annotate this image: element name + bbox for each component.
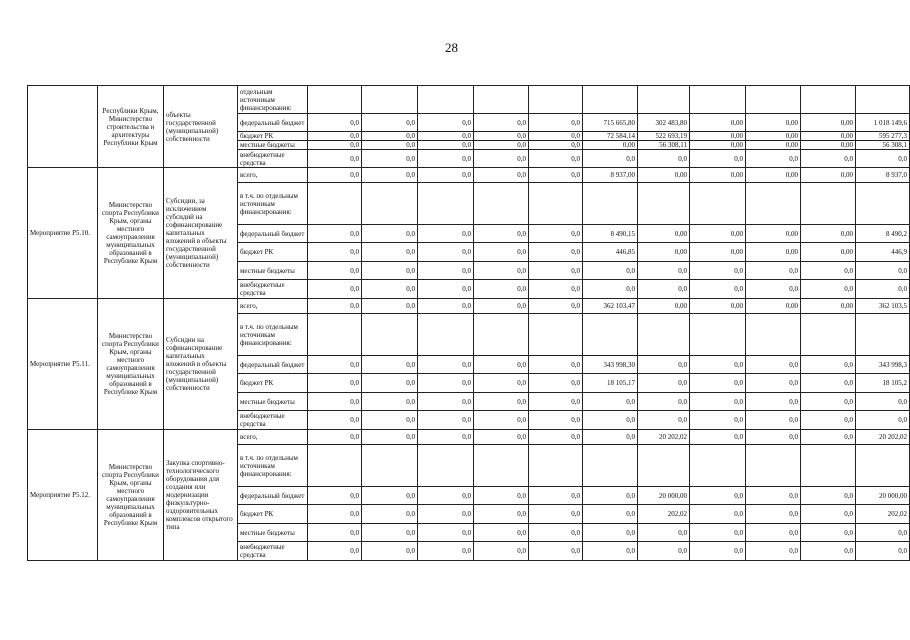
value-cell — [529, 445, 583, 487]
value-cell: 0,0 — [529, 150, 583, 168]
value-cell: 343 998,3 — [856, 356, 910, 374]
funding-source: всего, — [238, 430, 308, 445]
value-cell: 0,0 — [362, 262, 418, 280]
value-cell: 0,0 — [801, 150, 856, 168]
value-cell — [583, 183, 638, 225]
value-cell: 0,0 — [690, 150, 746, 168]
value-cell: 0,0 — [308, 430, 362, 445]
value-cell: 0,0 — [418, 411, 474, 430]
value-cell — [418, 183, 474, 225]
value-cell: 0,0 — [690, 430, 746, 445]
value-cell: 0,0 — [474, 150, 529, 168]
value-cell: 0,0 — [362, 393, 418, 411]
value-cell — [529, 314, 583, 356]
value-cell: 0,0 — [308, 393, 362, 411]
description-cell: Субсидии, за исключением субсидий на софинансирование капитальных вложений в объекты государственной (муниципальной) собственности — [164, 168, 238, 299]
value-cell: 0,0 — [583, 150, 638, 168]
value-cell — [418, 314, 474, 356]
value-cell: 0,0 — [418, 430, 474, 445]
value-cell: 0,00 — [638, 299, 690, 314]
value-cell: 0,0 — [529, 225, 583, 243]
value-cell: 0,0 — [418, 132, 474, 141]
funding-source: бюджет РК — [238, 374, 308, 393]
value-cell: 0,00 — [638, 225, 690, 243]
value-cell: 0,0 — [474, 542, 529, 561]
value-cell: 0,0 — [801, 524, 856, 542]
value-cell: 0,0 — [690, 487, 746, 505]
value-cell: 0,0 — [583, 487, 638, 505]
value-cell: 0,0 — [638, 356, 690, 374]
value-cell: 0,0 — [529, 114, 583, 132]
value-cell: 0,0 — [362, 430, 418, 445]
value-cell: 0,0 — [690, 262, 746, 280]
value-cell: 0,0 — [308, 150, 362, 168]
value-cell: 302 483,80 — [638, 114, 690, 132]
value-cell: 0,0 — [583, 542, 638, 561]
value-cell — [583, 445, 638, 487]
value-cell: 0,0 — [856, 262, 910, 280]
value-cell: 0,0 — [362, 487, 418, 505]
value-cell: 0,0 — [856, 524, 910, 542]
value-cell — [801, 445, 856, 487]
value-cell: 0,0 — [638, 262, 690, 280]
value-cell: 0,0 — [583, 505, 638, 524]
value-cell — [801, 86, 856, 114]
value-cell: 0,0 — [583, 430, 638, 445]
funding-source: местные бюджеты — [238, 262, 308, 280]
value-cell: 0,0 — [362, 280, 418, 299]
value-cell: 0,0 — [690, 505, 746, 524]
value-cell: 0,0 — [418, 356, 474, 374]
value-cell — [690, 183, 746, 225]
value-cell: 0,0 — [418, 243, 474, 262]
value-cell: 595 277,3 — [856, 132, 910, 141]
value-cell: 362 103,5 — [856, 299, 910, 314]
value-cell — [746, 86, 801, 114]
funding-source: в т.ч. по отдельным источникам финансирования: — [238, 183, 308, 225]
value-cell: 8 937,0 — [856, 168, 910, 183]
value-cell: 0,0 — [690, 542, 746, 561]
value-cell: 56 308,1 — [856, 141, 910, 150]
value-cell: 0,0 — [529, 132, 583, 141]
value-cell: 0,0 — [362, 132, 418, 141]
value-cell: 0,0 — [529, 393, 583, 411]
value-cell: 0,0 — [362, 243, 418, 262]
value-cell: 0,0 — [308, 524, 362, 542]
funding-source: в т.ч. по отдельным источникам финансирования: — [238, 314, 308, 356]
table-row — [28, 430, 910, 445]
value-cell: 20 000,00 — [856, 487, 910, 505]
value-cell: 0,0 — [746, 356, 801, 374]
funding-source: бюджет РК — [238, 505, 308, 524]
value-cell: 0,00 — [690, 225, 746, 243]
value-cell: 0,0 — [529, 168, 583, 183]
value-cell — [583, 86, 638, 114]
value-cell: 0,0 — [418, 487, 474, 505]
funding-source: федеральный бюджет — [238, 225, 308, 243]
value-cell — [746, 445, 801, 487]
value-cell — [529, 183, 583, 225]
funding-source: местные бюджеты — [238, 141, 308, 150]
value-cell: 0,00 — [801, 141, 856, 150]
value-cell — [308, 314, 362, 356]
value-cell: 0,0 — [856, 542, 910, 561]
value-cell: 0,00 — [690, 299, 746, 314]
event-name: Мероприятие Р5.12. — [28, 430, 98, 561]
value-cell: 0,0 — [746, 505, 801, 524]
funding-source: местные бюджеты — [238, 393, 308, 411]
value-cell — [856, 86, 910, 114]
value-cell: 0,0 — [474, 356, 529, 374]
value-cell: 0,00 — [583, 141, 638, 150]
value-cell: 0,0 — [690, 280, 746, 299]
value-cell: 8 937,00 — [583, 168, 638, 183]
value-cell: 0,0 — [856, 411, 910, 430]
value-cell: 446,85 — [583, 243, 638, 262]
funding-source: местные бюджеты — [238, 524, 308, 542]
table-row — [28, 86, 910, 114]
value-cell: 0,0 — [690, 393, 746, 411]
value-cell: 0,0 — [529, 243, 583, 262]
value-cell: 0,0 — [638, 150, 690, 168]
value-cell: 0,0 — [801, 393, 856, 411]
value-cell: 0,0 — [801, 280, 856, 299]
value-cell: 0,0 — [638, 280, 690, 299]
value-cell: 0,0 — [362, 114, 418, 132]
value-cell: 0,0 — [308, 243, 362, 262]
value-cell: 0,0 — [474, 374, 529, 393]
value-cell: 0,0 — [418, 168, 474, 183]
value-cell: 0,0 — [308, 411, 362, 430]
table-row — [28, 299, 910, 314]
value-cell: 0,00 — [801, 225, 856, 243]
value-cell: 0,0 — [801, 411, 856, 430]
page-number: 28 — [445, 40, 458, 55]
value-cell: 0,0 — [418, 374, 474, 393]
value-cell: 0,0 — [474, 524, 529, 542]
value-cell: 0,0 — [418, 114, 474, 132]
value-cell: 0,0 — [474, 393, 529, 411]
financing-table — [27, 85, 910, 561]
value-cell: 0,0 — [529, 411, 583, 430]
value-cell: 0,0 — [801, 262, 856, 280]
value-cell: 0,0 — [583, 524, 638, 542]
value-cell — [638, 445, 690, 487]
value-cell — [418, 86, 474, 114]
value-cell: 0,0 — [474, 132, 529, 141]
value-cell: 0,0 — [474, 225, 529, 243]
funding-source: в т.ч. по отдельным источникам финансирования: — [238, 445, 308, 487]
value-cell: 0,00 — [638, 243, 690, 262]
value-cell: 0,0 — [474, 262, 529, 280]
value-cell: 0,0 — [690, 524, 746, 542]
value-cell — [690, 314, 746, 356]
value-cell — [529, 86, 583, 114]
value-cell — [856, 314, 910, 356]
value-cell: 0,0 — [418, 141, 474, 150]
funding-source: бюджет РК — [238, 243, 308, 262]
funding-source: федеральный бюджет — [238, 487, 308, 505]
value-cell: 0,00 — [801, 168, 856, 183]
value-cell: 0,0 — [308, 132, 362, 141]
value-cell: 0,0 — [583, 262, 638, 280]
funding-source: отдельным источникам финансирования: — [238, 86, 308, 114]
value-cell: 0,0 — [308, 262, 362, 280]
value-cell: 18 105,17 — [583, 374, 638, 393]
value-cell: 0,0 — [856, 393, 910, 411]
value-cell: 0,0 — [856, 150, 910, 168]
executor-cell: Министерство спорта Республики Крым, органы местного самоуправления муниципальных образований в Республике Крым — [98, 430, 164, 561]
value-cell: 0,0 — [474, 141, 529, 150]
value-cell — [474, 445, 529, 487]
value-cell: 0,0 — [856, 280, 910, 299]
value-cell: 8 490,2 — [856, 225, 910, 243]
funding-source: всего, — [238, 299, 308, 314]
value-cell: 18 105,2 — [856, 374, 910, 393]
value-cell: 0,0 — [418, 262, 474, 280]
description-cell: Закупка спортивно-технологического оборудования для создания или модернизации физкультурно-оздоровительных комплексов открытого типа — [164, 430, 238, 561]
value-cell: 0,0 — [418, 299, 474, 314]
value-cell: 72 584,14 — [583, 132, 638, 141]
funding-source: внебюджетные средства — [238, 150, 308, 168]
value-cell: 0,0 — [418, 524, 474, 542]
value-cell — [746, 183, 801, 225]
value-cell: 0,0 — [474, 411, 529, 430]
value-cell: 0,00 — [801, 114, 856, 132]
value-cell: 0,0 — [529, 430, 583, 445]
value-cell: 0,00 — [801, 132, 856, 141]
value-cell: 0,0 — [474, 505, 529, 524]
description-cell: Субсидии на софинансирование капитальных вложений в объекты государственной (муниципальной) собственности — [164, 299, 238, 430]
value-cell: 0,0 — [801, 505, 856, 524]
value-cell: 0,0 — [362, 505, 418, 524]
value-cell: 0,0 — [418, 280, 474, 299]
value-cell: 0,0 — [308, 299, 362, 314]
value-cell: 0,0 — [308, 505, 362, 524]
value-cell — [474, 86, 529, 114]
value-cell — [690, 86, 746, 114]
value-cell: 0,0 — [746, 487, 801, 505]
value-cell — [638, 86, 690, 114]
value-cell: 0,0 — [746, 150, 801, 168]
value-cell: 0,0 — [362, 168, 418, 183]
value-cell — [690, 445, 746, 487]
value-cell: 0,0 — [801, 487, 856, 505]
value-cell — [362, 183, 418, 225]
value-cell: 0,0 — [474, 243, 529, 262]
value-cell — [362, 445, 418, 487]
value-cell: 0,0 — [746, 430, 801, 445]
value-cell: 0,00 — [638, 168, 690, 183]
value-cell: 0,0 — [529, 356, 583, 374]
value-cell: 0,0 — [308, 225, 362, 243]
value-cell: 522 693,19 — [638, 132, 690, 141]
value-cell: 0,0 — [801, 374, 856, 393]
value-cell: 0,0 — [746, 374, 801, 393]
value-cell — [583, 314, 638, 356]
value-cell: 0,00 — [746, 132, 801, 141]
value-cell — [474, 314, 529, 356]
value-cell: 20 202,02 — [638, 430, 690, 445]
value-cell: 0,0 — [529, 299, 583, 314]
value-cell: 0,0 — [801, 430, 856, 445]
value-cell: 8 490,15 — [583, 225, 638, 243]
value-cell: 0,00 — [746, 243, 801, 262]
value-cell: 0,0 — [362, 299, 418, 314]
event-name: Мероприятие Р5.11. — [28, 299, 98, 430]
value-cell: 0,0 — [529, 542, 583, 561]
value-cell: 202,02 — [638, 505, 690, 524]
value-cell: 1 018 149,6 — [856, 114, 910, 132]
value-cell: 0,0 — [583, 411, 638, 430]
value-cell — [474, 183, 529, 225]
value-cell — [638, 183, 690, 225]
value-cell: 0,0 — [583, 280, 638, 299]
value-cell: 20 202,02 — [856, 430, 910, 445]
value-cell: 0,0 — [418, 542, 474, 561]
value-cell — [856, 183, 910, 225]
value-cell: 0,00 — [690, 168, 746, 183]
funding-source: федеральный бюджет — [238, 114, 308, 132]
value-cell — [308, 86, 362, 114]
value-cell: 0,00 — [690, 132, 746, 141]
value-cell: 56 308,11 — [638, 141, 690, 150]
value-cell: 0,0 — [690, 356, 746, 374]
value-cell: 0,0 — [529, 262, 583, 280]
value-cell: 0,0 — [308, 141, 362, 150]
value-cell — [418, 445, 474, 487]
value-cell: 0,0 — [474, 114, 529, 132]
event-name: Мероприятие Р5.10. — [28, 168, 98, 299]
description-cell: объекты государственной (муниципальной) собственности — [164, 86, 238, 168]
value-cell: 343 998,30 — [583, 356, 638, 374]
value-cell: 0,0 — [474, 280, 529, 299]
value-cell: 0,0 — [638, 542, 690, 561]
value-cell: 20 000,00 — [638, 487, 690, 505]
value-cell: 0,0 — [474, 430, 529, 445]
value-cell — [362, 314, 418, 356]
value-cell: 0,0 — [690, 411, 746, 430]
value-cell: 0,0 — [529, 487, 583, 505]
value-cell: 0,0 — [418, 150, 474, 168]
value-cell: 0,0 — [746, 542, 801, 561]
value-cell: 0,0 — [690, 374, 746, 393]
value-cell: 0,00 — [746, 141, 801, 150]
value-cell: 0,0 — [474, 168, 529, 183]
funding-source: внебюджетные средства — [238, 542, 308, 561]
value-cell: 0,0 — [746, 280, 801, 299]
value-cell — [856, 445, 910, 487]
value-cell — [362, 86, 418, 114]
value-cell — [801, 314, 856, 356]
value-cell: 0,0 — [308, 114, 362, 132]
value-cell: 0,0 — [418, 505, 474, 524]
value-cell: 0,0 — [362, 150, 418, 168]
value-cell — [308, 183, 362, 225]
value-cell: 0,0 — [362, 542, 418, 561]
value-cell: 0,0 — [474, 487, 529, 505]
value-cell: 0,00 — [690, 141, 746, 150]
value-cell: 0,0 — [801, 542, 856, 561]
value-cell: 0,0 — [308, 542, 362, 561]
event-name — [28, 86, 98, 168]
funding-source: федеральный бюджет — [238, 356, 308, 374]
value-cell: 0,00 — [801, 299, 856, 314]
value-cell: 0,00 — [746, 114, 801, 132]
value-cell: 0,0 — [362, 225, 418, 243]
value-cell: 0,0 — [418, 225, 474, 243]
value-cell: 0,00 — [690, 243, 746, 262]
value-cell: 0,0 — [362, 411, 418, 430]
value-cell: 0,0 — [583, 393, 638, 411]
value-cell: 0,00 — [801, 243, 856, 262]
value-cell: 0,0 — [529, 505, 583, 524]
value-cell: 0,0 — [308, 374, 362, 393]
value-cell: 0,0 — [746, 411, 801, 430]
value-cell: 0,0 — [362, 356, 418, 374]
table-row — [28, 168, 910, 183]
value-cell: 0,0 — [638, 411, 690, 430]
value-cell — [746, 314, 801, 356]
value-cell: 0,0 — [474, 299, 529, 314]
value-cell: 0,0 — [638, 393, 690, 411]
value-cell: 0,00 — [690, 114, 746, 132]
value-cell: 0,00 — [746, 168, 801, 183]
value-cell: 0,0 — [362, 141, 418, 150]
value-cell: 0,0 — [308, 487, 362, 505]
value-cell: 0,0 — [746, 524, 801, 542]
value-cell: 0,0 — [529, 374, 583, 393]
value-cell: 715 665,80 — [583, 114, 638, 132]
value-cell: 362 103,47 — [583, 299, 638, 314]
value-cell: 202,02 — [856, 505, 910, 524]
value-cell: 0,0 — [529, 141, 583, 150]
value-cell: 0,0 — [529, 524, 583, 542]
executor-cell: Республики Крым, Министерство строительства и архитектуры Республики Крым — [98, 86, 164, 168]
value-cell: 0,00 — [746, 299, 801, 314]
value-cell: 0,0 — [746, 393, 801, 411]
executor-cell: Министерство спорта Республики Крым, органы местного самоуправления муниципальных образований в Республике Крым — [98, 299, 164, 430]
value-cell: 446,9 — [856, 243, 910, 262]
value-cell: 0,0 — [801, 356, 856, 374]
funding-source: всего, — [238, 168, 308, 183]
value-cell: 0,0 — [529, 280, 583, 299]
funding-source: бюджет РК — [238, 132, 308, 141]
value-cell: 0,0 — [308, 168, 362, 183]
value-cell: 0,0 — [362, 374, 418, 393]
funding-source: внебюджетные средства — [238, 280, 308, 299]
value-cell: 0,0 — [418, 393, 474, 411]
value-cell: 0,0 — [362, 524, 418, 542]
value-cell: 0,0 — [746, 262, 801, 280]
executor-cell: Министерство спорта Республики Крым, органы местного самоуправления муниципальных образований в Республике Крым — [98, 168, 164, 299]
value-cell: 0,00 — [746, 225, 801, 243]
value-cell — [308, 445, 362, 487]
value-cell: 0,0 — [638, 524, 690, 542]
value-cell: 0,0 — [308, 356, 362, 374]
value-cell — [801, 183, 856, 225]
value-cell: 0,0 — [308, 280, 362, 299]
value-cell — [638, 314, 690, 356]
funding-source: внебюджетные средства — [238, 411, 308, 430]
value-cell: 0,0 — [638, 374, 690, 393]
